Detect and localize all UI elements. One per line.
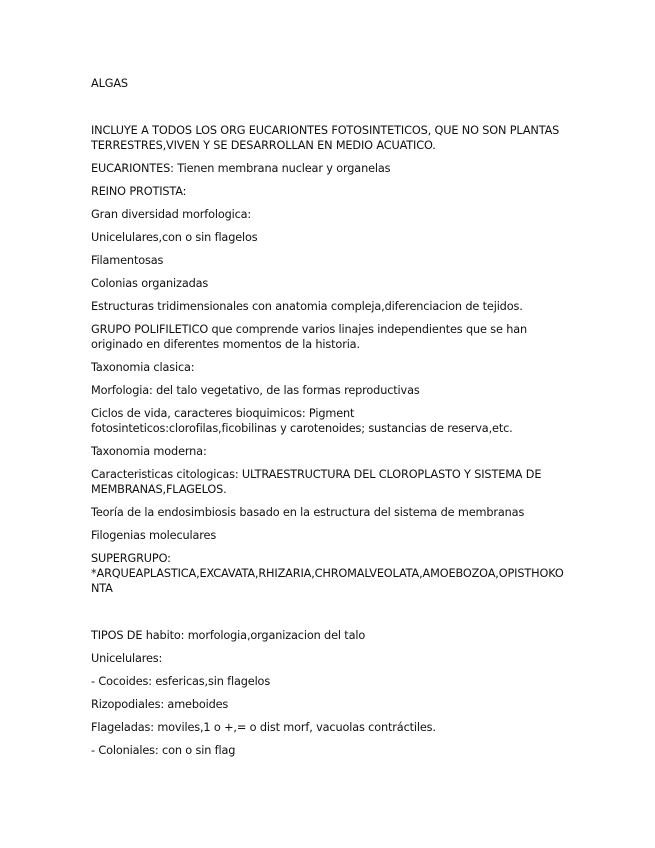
paragraph-taxonomia-clasica: Taxonomia clasica: xyxy=(91,361,195,374)
paragraph-coloniales: - Coloniales: con o sin flag xyxy=(91,744,236,757)
paragraph-colonias: Colonias organizadas xyxy=(91,277,209,290)
paragraph-unicelulares: Unicelulares,con o sin flagelos xyxy=(91,231,258,244)
paragraph-supergrupo: SUPERGRUPO: xyxy=(91,552,171,565)
document-page xyxy=(91,76,571,758)
paragraph-reino-protista: REINO PROTISTA: xyxy=(91,185,187,198)
paragraph-cocoides: - Cocoides: esfericas,sin flagelos xyxy=(91,675,271,688)
paragraph-unicelulares-heading: Unicelulares: xyxy=(91,652,163,665)
paragraph-diversidad: Gran diversidad morfologica: xyxy=(91,208,252,221)
paragraph-pigmentos: fotosinteticos:clorofilas,ficobilinas y carotenoides; sustancias de reserva,etc. xyxy=(91,422,513,435)
paragraph-taxonomia-moderna: Taxonomia moderna: xyxy=(91,445,207,458)
paragraph-definition: INCLUYE A TODOS LOS ORG EUCARIONTES FOTOSINTETICOS, QUE NO SON PLANTAS TERRESTRES,VIVEN Y SE DESARROLLAN EN MEDIO ACUATICO. xyxy=(91,124,563,152)
paragraph-ciclos-de-vida: Ciclos de vida, caracteres bioquimicos: Pigment xyxy=(91,407,355,420)
paragraph-tipos-de-habito: TIPOS DE habito: morfologia,organizacion del talo xyxy=(91,629,366,642)
paragraph-endosimbiosis: Teoría de la endosimbiosis basado en la estructura del sistema de membranas xyxy=(91,506,525,519)
paragraph-eucariontes: EUCARIONTES: Tienen membrana nuclear y organelas xyxy=(91,162,391,175)
paragraph-supergrupo-list: *ARQUEAPLASTICA,EXCAVATA,RHIZARIA,CHROMALVEOLATA,AMOEBOZOA,OPISTHOKONTA xyxy=(91,567,564,595)
paragraph-rizopodiales: Rizopodiales: ameboides xyxy=(91,698,229,711)
paragraph-morfologia: Morfologia: del talo vegetativo, de las formas reproductivas xyxy=(91,384,420,397)
paragraph-polifiletico: GRUPO POLIFILETICO que comprende varios linajes independientes que se han originado en diferentes momentos de la historia. xyxy=(91,323,531,351)
paragraph-filamentosas: Filamentosas xyxy=(91,254,164,267)
document-title: ALGAS xyxy=(91,77,128,90)
paragraph-filogenias: Filogenias moleculares xyxy=(91,529,217,542)
paragraph-estructuras: Estructuras tridimensionales con anatomia compleja,diferenciacion de tejidos. xyxy=(91,300,523,313)
paragraph-flageladas: Flageladas: moviles,1 o +,= o dist morf, vacuolas contráctiles. xyxy=(91,721,436,734)
paragraph-citologicas: Caracteristicas citologicas: ULTRAESTRUCTURA DEL CLOROPLASTO Y SISTEMA DE MEMBRANAS,FLAGELOS. xyxy=(91,468,545,496)
